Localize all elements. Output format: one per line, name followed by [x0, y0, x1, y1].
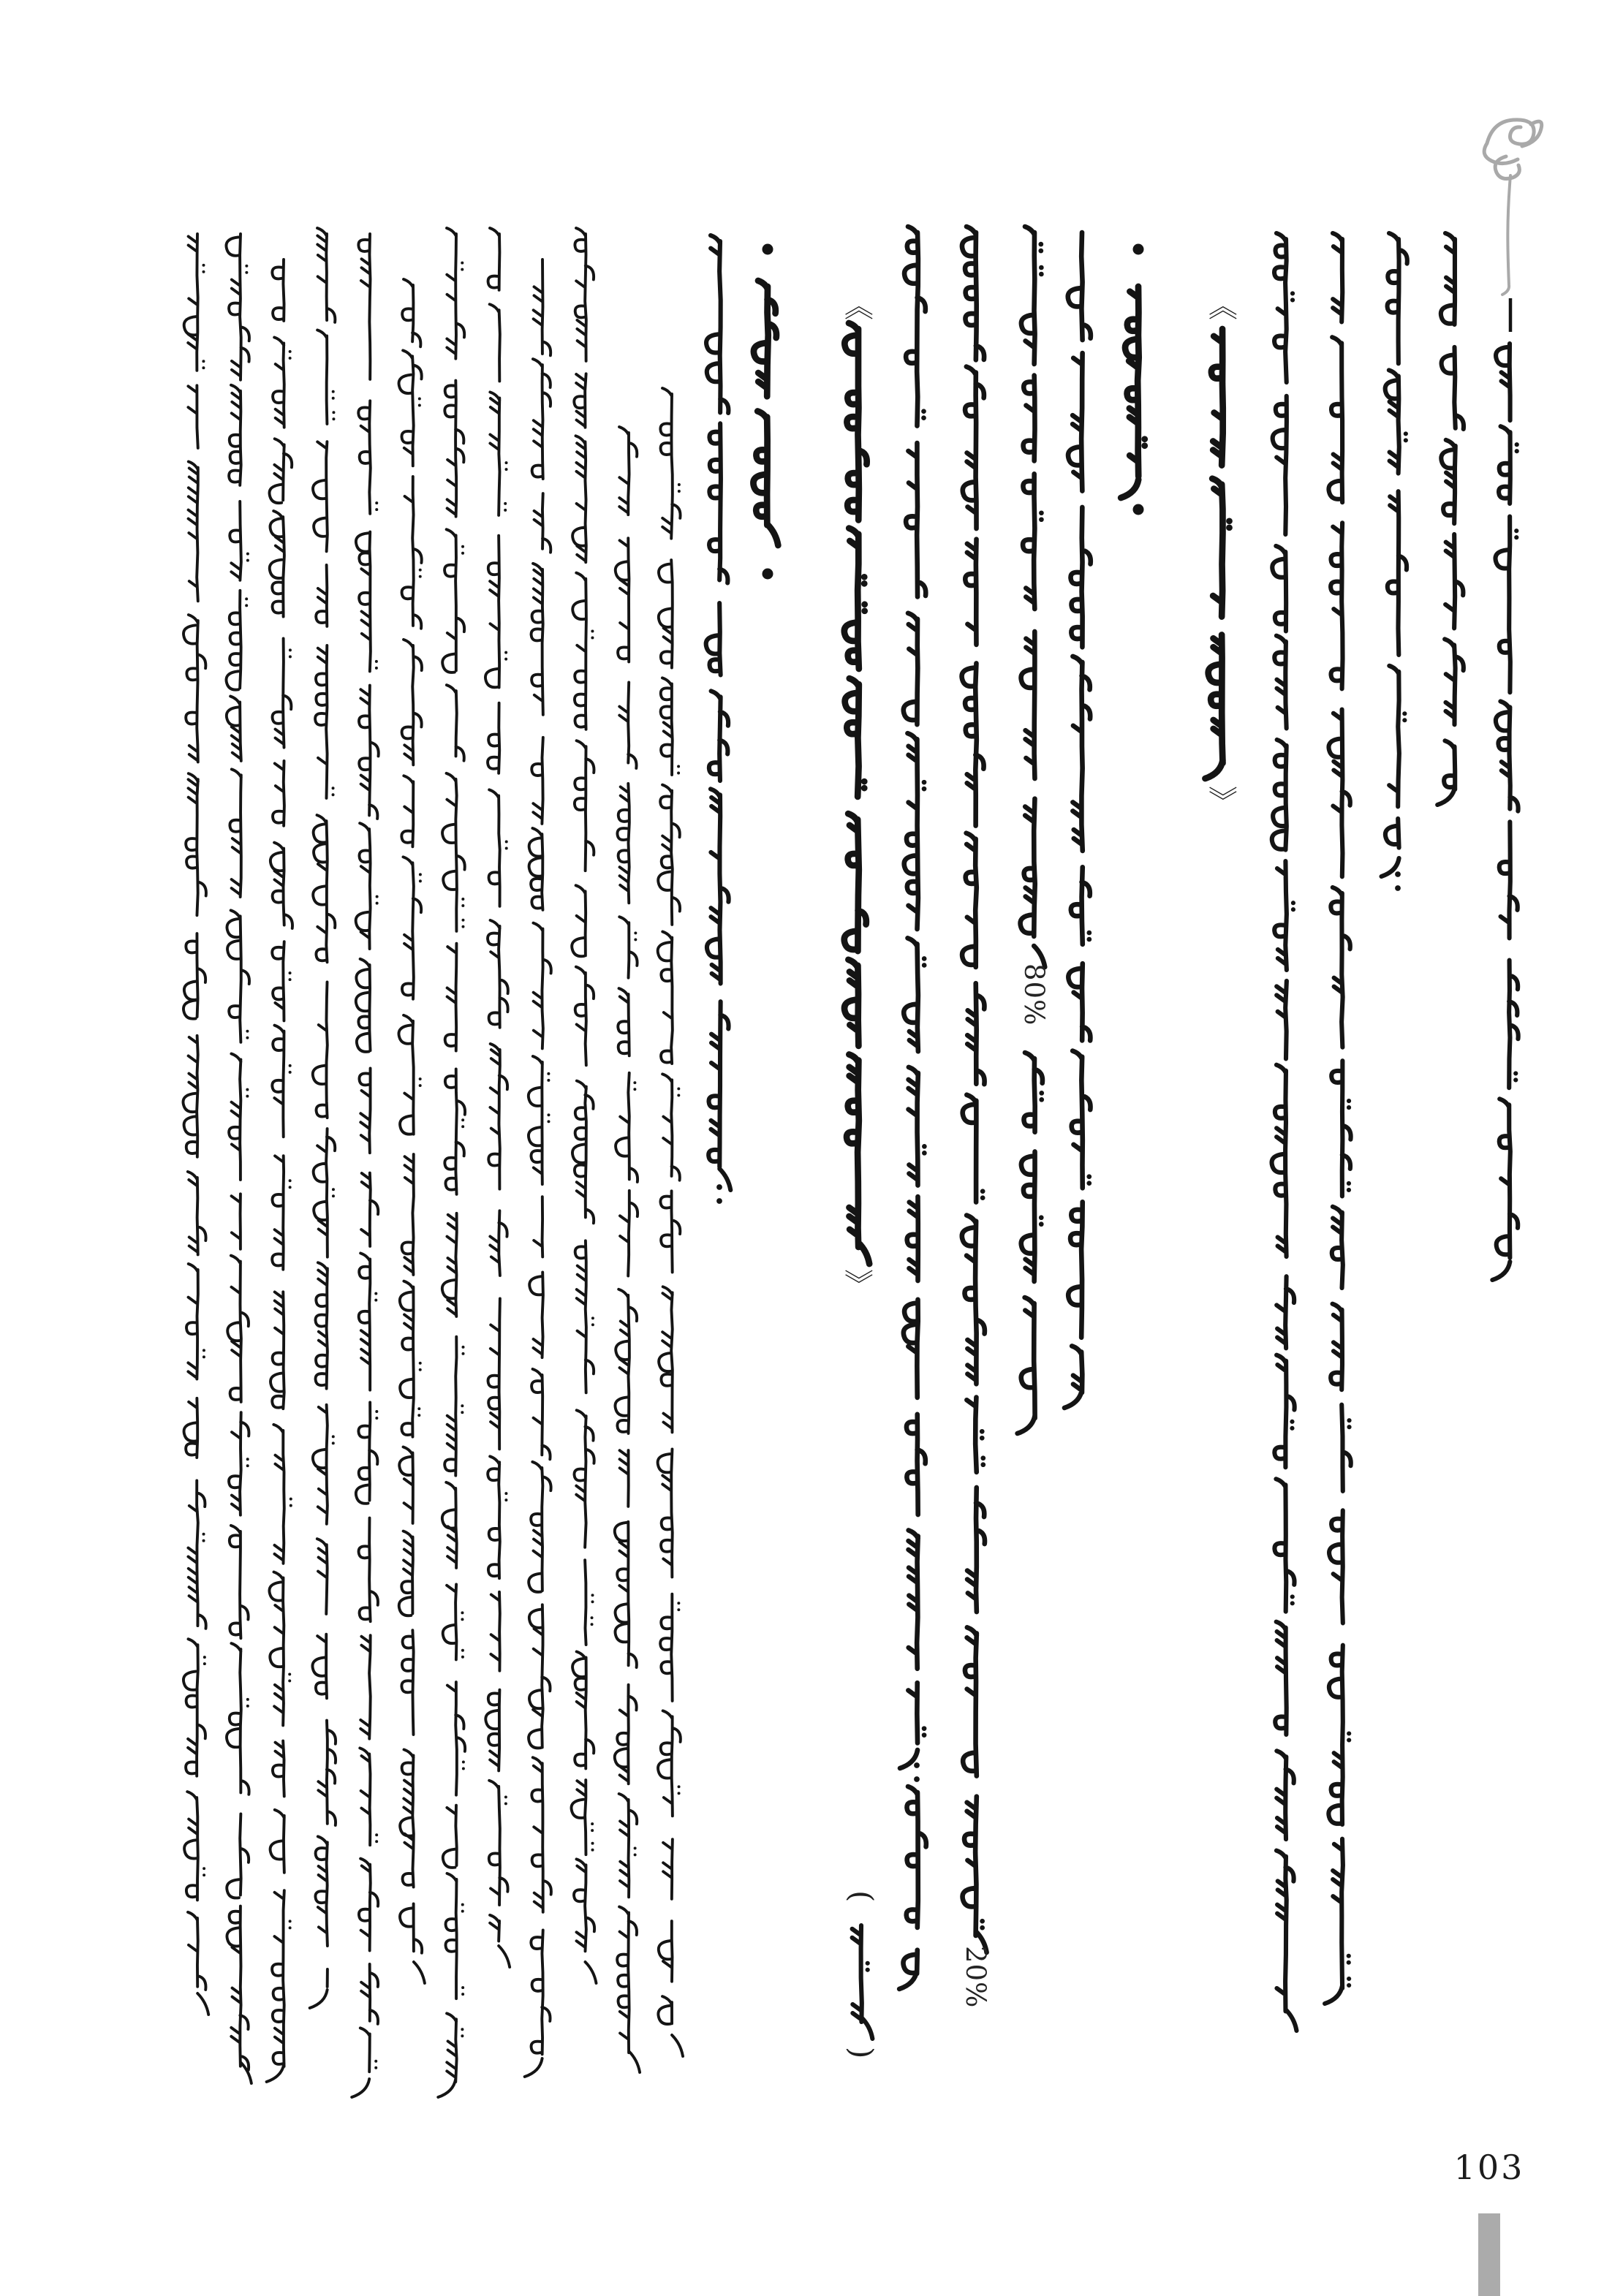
text-column-body [1018, 227, 1050, 1433]
mongolian-colon [716, 1198, 722, 1204]
header-dot [763, 244, 773, 255]
text-column-quoted-excerpt-small [525, 259, 551, 2077]
text-column-body [960, 227, 991, 2008]
quote-open-mark: 《 [841, 291, 874, 320]
quote-open-mark: 《 [1205, 291, 1238, 320]
quote-close-mark: 》 [1205, 786, 1238, 815]
page-number: 103 [1453, 2148, 1525, 2187]
paren-open-mark: ( [844, 1890, 879, 1903]
header-dot [1133, 244, 1144, 255]
text-column-body-intro [706, 235, 731, 1204]
text-column-body [1064, 232, 1091, 1408]
quote-close-mark: 》 [841, 1269, 874, 1298]
text-column-quoted-excerpt-small [438, 228, 465, 2097]
text-column-quoted-excerpt-small [183, 234, 208, 2015]
text-column-body [1437, 233, 1464, 805]
text-column-quoted-excerpt-small [398, 279, 424, 1983]
text-column-section-header [753, 244, 778, 580]
ornament-rule [1502, 175, 1510, 295]
header-dot [763, 569, 773, 580]
header-dot [1133, 504, 1144, 515]
mongolian-colon [1395, 885, 1401, 891]
text-column-book-title-bold [841, 291, 874, 1298]
text-column-attribution-lead [1492, 298, 1518, 1280]
text-column-quoted-excerpt-small [352, 234, 379, 2097]
text-column-body [899, 227, 926, 1989]
text-column-body [1382, 233, 1407, 891]
text-column-quoted-excerpt-small [615, 427, 640, 2072]
text-column-paren-note [844, 1890, 879, 2058]
text-column-quoted-excerpt-small [658, 388, 683, 2056]
text-column-body [1325, 233, 1351, 2004]
text-column-quoted-excerpt-small [485, 228, 510, 1967]
percent-value: 20% [960, 1946, 991, 2009]
page-edge-bar [1478, 2213, 1500, 2296]
mongolian-colon [914, 1776, 920, 1782]
text-column-body [1272, 233, 1297, 2031]
flourish-ornament-icon [1484, 120, 1542, 295]
text-column-book-title-bold [1205, 291, 1238, 815]
text-column-quoted-excerpt-small [226, 234, 251, 2083]
text-column-quoted-excerpt-small [572, 228, 597, 1983]
paren-close-mark: ) [844, 2047, 879, 2059]
percent-value: 80% [1018, 963, 1050, 1026]
text-column-quoted-excerpt-small [310, 228, 336, 2008]
text-column-quoted-excerpt-small [267, 259, 292, 2082]
text-column-section-header [1121, 244, 1145, 515]
